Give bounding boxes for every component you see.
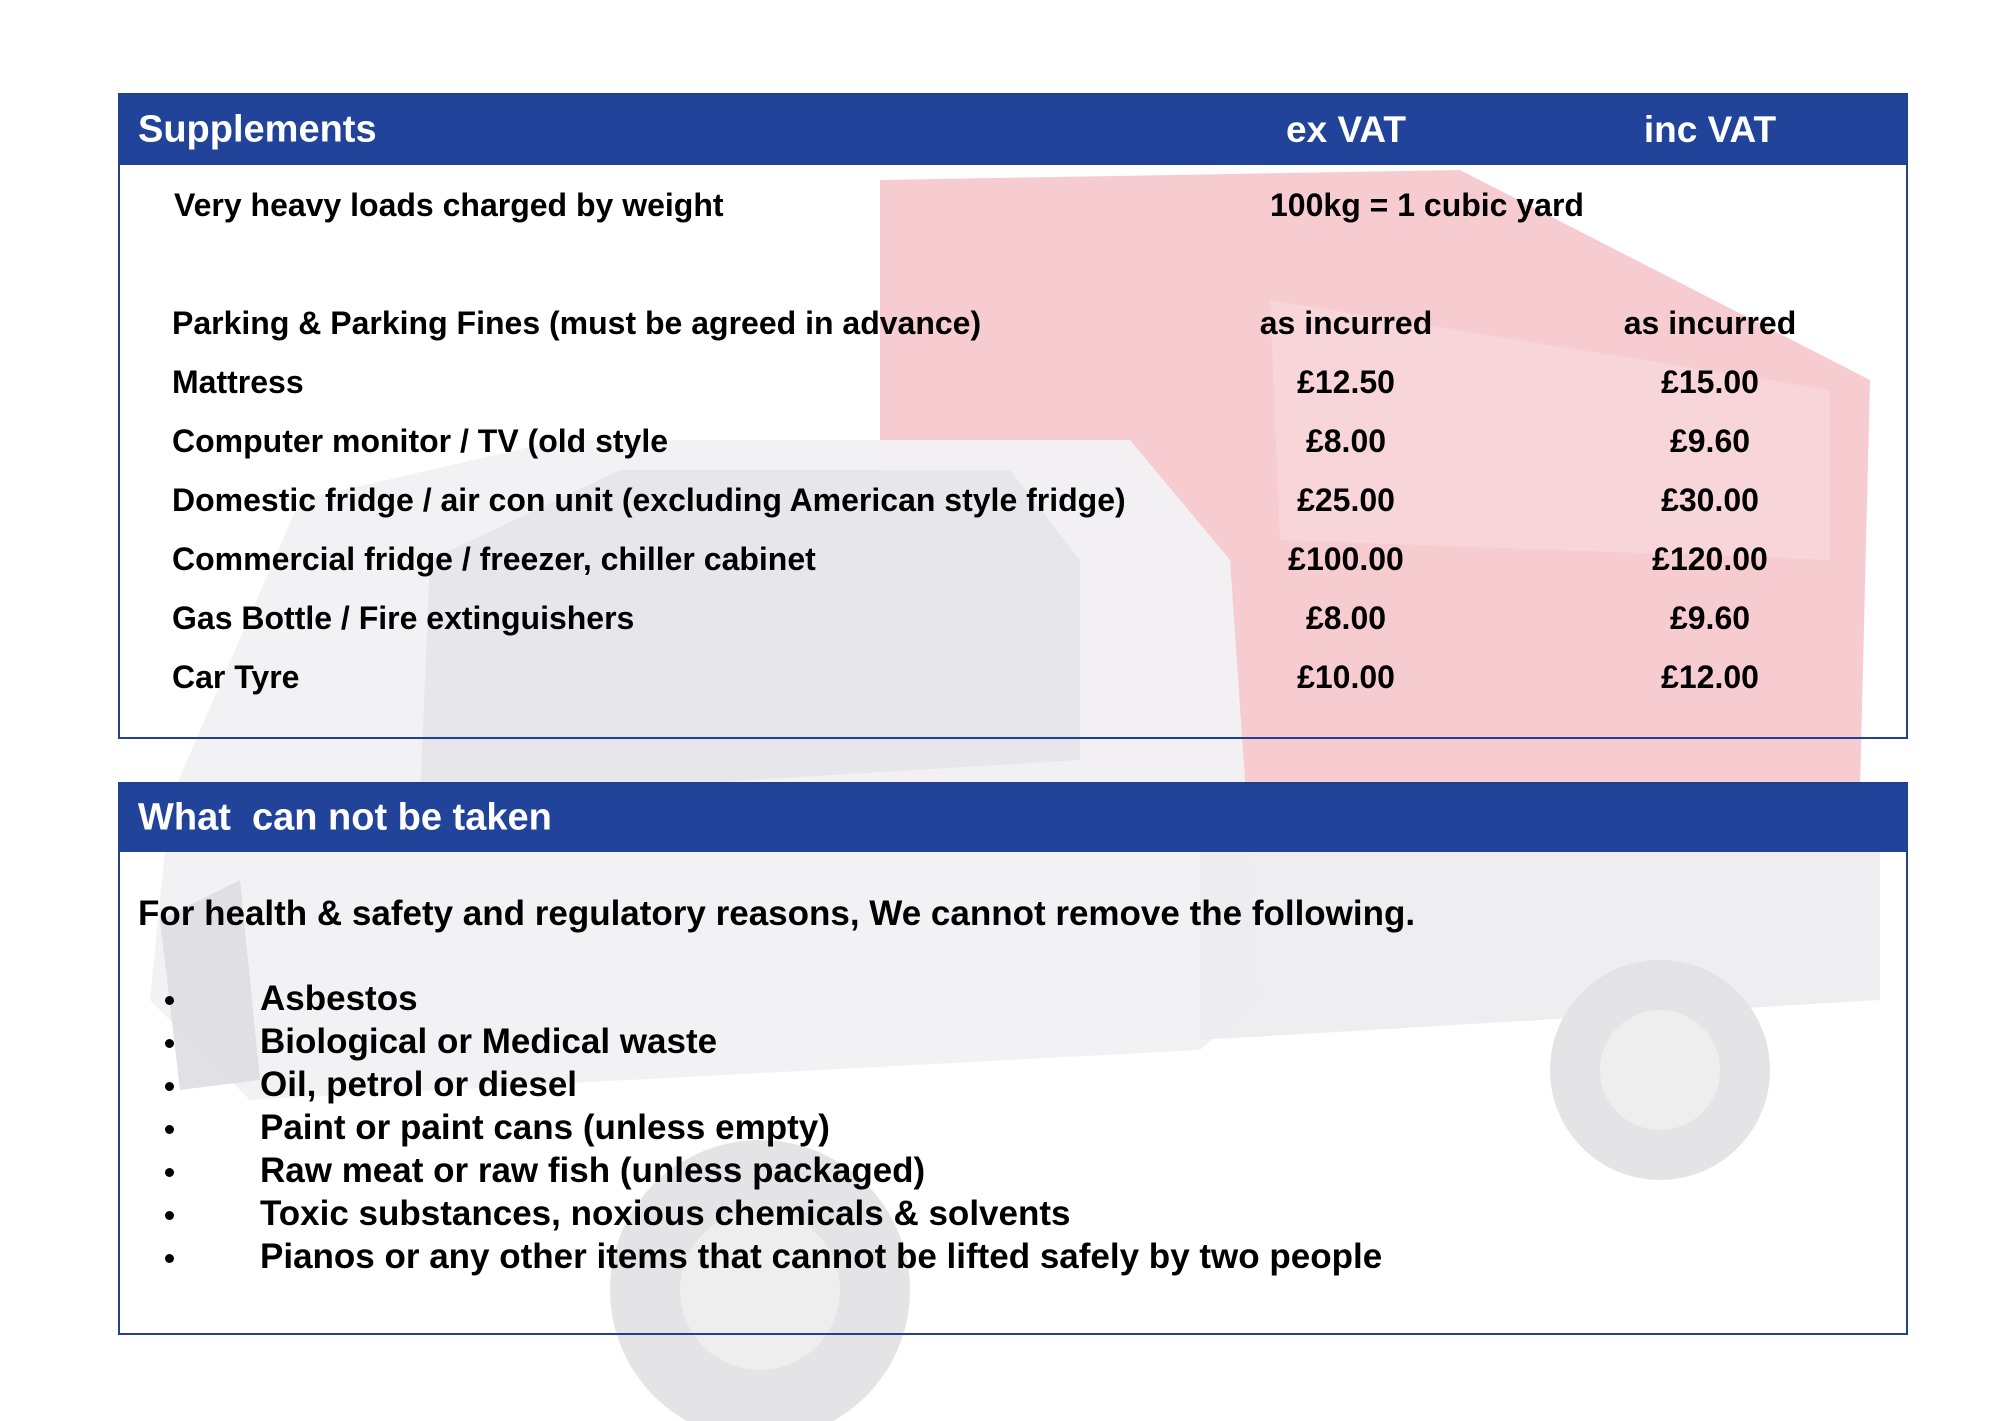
table-row [120,305,1906,351]
row-ex-vat: £25.00 [1297,482,1395,518]
supplements-title: Supplements [138,108,377,151]
row-ex-vat: £10.00 [1297,659,1395,695]
table-row [120,541,1906,587]
list-item-text: Oil, petrol or diesel [260,1065,578,1104]
weight-note-value: 100kg = 1 cubic yard [1270,187,1584,223]
table-row [120,423,1906,469]
list-item-text: Pianos or any other items that cannot be lifted safely by two people [260,1237,1383,1276]
row-ex-vat: £8.00 [1305,600,1387,636]
row-label: Computer monitor / TV (old style [172,423,669,459]
bullet-icon [165,1125,174,1134]
bullet-icon [165,996,174,1005]
row-inc-vat: £30.00 [1661,482,1759,518]
not-taken-title: What can not be taken [138,796,552,839]
row-label: Parking & Parking Fines (must be agreed in advance) [172,305,982,341]
table-row [120,659,1906,705]
list-item-text: Toxic substances, noxious chemicals & solvents [260,1194,1071,1233]
table-row [120,482,1906,528]
row-label: Commercial fridge / freezer, chiller cabinet [172,541,816,577]
inc-vat-header: inc VAT [1643,109,1777,150]
not-taken-header [120,784,1906,852]
row-label: Car Tyre [172,659,300,695]
row-ex-vat: as incurred [1259,305,1433,341]
row-inc-vat: £15.00 [1661,364,1759,400]
table-row [120,600,1906,646]
list-item-text: Paint or paint cans (unless empty) [260,1108,830,1147]
bullet-icon [165,1039,174,1048]
row-ex-vat: £100.00 [1288,541,1404,577]
supplements-panel [118,93,1908,739]
row-label: Mattress [172,364,304,400]
not-taken-intro: For health & safety and regulatory reasons, We cannot remove the following. [138,894,1416,933]
row-inc-vat: £12.00 [1661,659,1759,695]
supplements-header [120,95,1906,165]
bullet-icon [165,1082,174,1091]
row-ex-vat: £12.50 [1297,364,1395,400]
list-item-text: Raw meat or raw fish (unless packaged) [260,1151,926,1190]
row-label: Gas Bottle / Fire extinguishers [172,600,635,636]
table-row [120,364,1906,410]
row-inc-vat: £9.60 [1669,423,1751,459]
row-label: Domestic fridge / air con unit (excluding American style fridge) [172,482,1126,518]
row-ex-vat: £8.00 [1305,423,1387,459]
weight-note-label: Very heavy loads charged by weight [174,187,724,223]
row-inc-vat: £9.60 [1669,600,1751,636]
ex-vat-header: ex VAT [1286,109,1406,150]
list-item-text: Biological or Medical waste [260,1022,718,1061]
weight-note-row [120,187,1906,233]
bullet-icon [165,1211,174,1220]
row-inc-vat: as incurred [1623,305,1797,341]
not-taken-panel [118,782,1908,1335]
list-item-text: Asbestos [260,979,418,1018]
bullet-icon [165,1254,174,1263]
row-inc-vat: £120.00 [1652,541,1768,577]
bullet-icon [165,1168,174,1177]
